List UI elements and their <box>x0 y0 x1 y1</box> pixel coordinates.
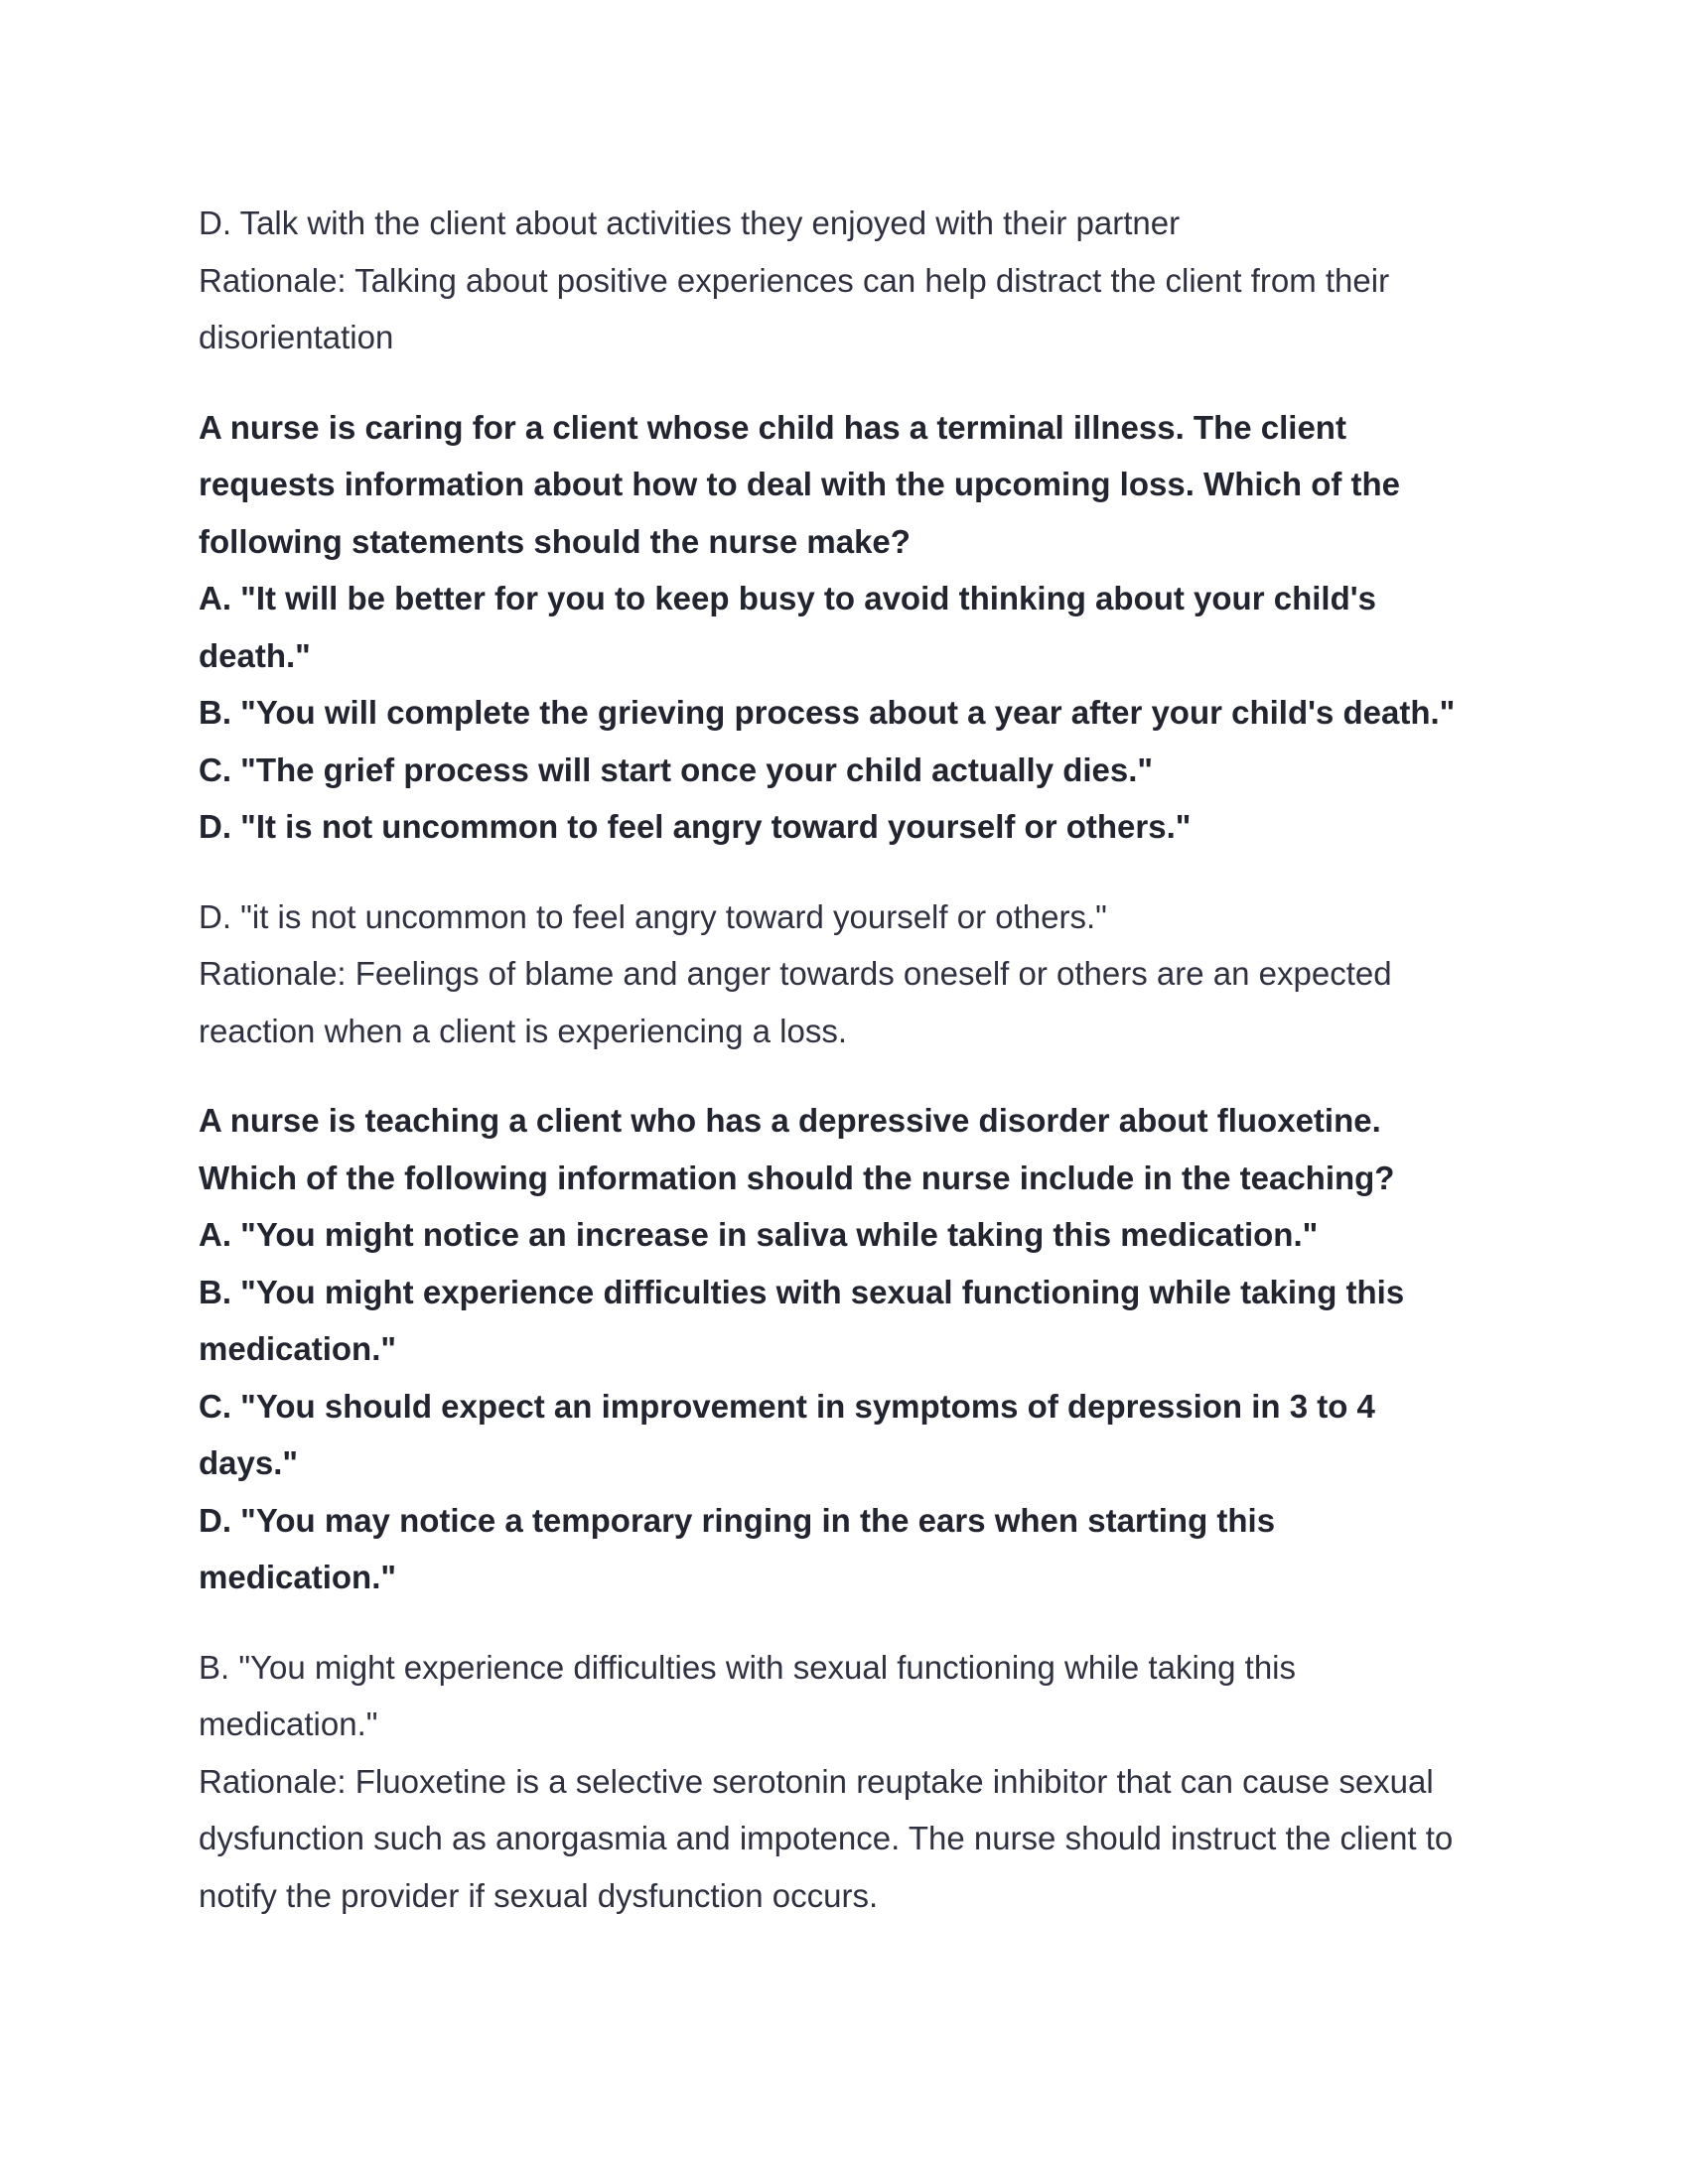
rationale-line: disorientation <box>199 319 394 355</box>
question-block-2 <box>199 399 1489 856</box>
paragraph-gap <box>199 1059 1489 1092</box>
option-d-line: D. "You may notice a temporary ringing in the ears when starting this <box>199 1501 1276 1539</box>
paragraph-gap <box>199 1606 1489 1639</box>
answer-block-1 <box>199 195 1489 366</box>
option-b-line: medication." <box>199 1330 397 1367</box>
option-c-line: C. "You should expect an improvement in symptoms of depression in 3 to 4 <box>199 1387 1375 1425</box>
question-stem-line: A nurse is caring for a client whose child has a terminal illness. The client <box>199 408 1346 446</box>
option-a-line: A. "You might notice an increase in saliva while taking this medication." <box>199 1216 1319 1253</box>
answer-choice-line: D. "it is not uncommon to feel angry toward yourself or others." <box>199 897 1107 935</box>
rationale-line: dysfunction such as anorgasmia and impotence. The nurse should instruct the client to <box>199 1820 1454 1856</box>
option-b-line: B. "You might experience difficulties with sexual functioning while taking this <box>199 1273 1405 1310</box>
rationale-line: Rationale: Fluoxetine is a selective serotonin reuptake inhibitor that can cause sexual <box>199 1762 1434 1800</box>
option-c-line: days." <box>199 1444 299 1481</box>
question-stem-line: Which of the following information should the nurse include in the teaching? <box>199 1159 1395 1196</box>
rationale-line: Rationale: Feelings of blame and anger towards oneself or others are an expected <box>199 955 1392 992</box>
rationale-line: notify the provider if sexual dysfunction occurs. <box>199 1876 879 1914</box>
answer-block-3 <box>199 1639 1489 1925</box>
paragraph-gap <box>199 856 1489 888</box>
answer-choice-line: D. Talk with the client about activities they enjoyed with their partner <box>199 205 1181 241</box>
paragraph-gap <box>199 366 1489 399</box>
document-page <box>199 195 1489 1924</box>
option-d-line: medication." <box>199 1559 397 1595</box>
option-a-line: A. "It will be better for you to keep busy to avoid thinking about your child's <box>199 580 1376 616</box>
answer-choice-line: B. "You might experience difficulties with sexual functioning while taking this <box>199 1648 1297 1686</box>
question-stem-line: requests information about how to deal with the upcoming loss. Which of the <box>199 466 1401 502</box>
answer-choice-line: medication." <box>199 1706 378 1742</box>
question-stem-line: following statements should the nurse make? <box>199 522 911 560</box>
option-a-line: death." <box>199 636 311 674</box>
rationale-line: Rationale: Talking about positive experiences can help distract the client from their <box>199 261 1390 299</box>
option-d-line: D. "It is not uncommon to feel angry toward yourself or others." <box>199 808 1192 845</box>
option-b-line: B. "You will complete the grieving process about a year after your child's death." <box>199 694 1456 731</box>
answer-block-2 <box>199 888 1489 1060</box>
question-stem-line: A nurse is teaching a client who has a depressive disorder about fluoxetine. <box>199 1102 1381 1139</box>
question-block-3 <box>199 1092 1489 1606</box>
rationale-line: reaction when a client is experiencing a loss. <box>199 1012 848 1049</box>
option-c-line: C. "The grief process will start once your child actually dies." <box>199 751 1154 788</box>
